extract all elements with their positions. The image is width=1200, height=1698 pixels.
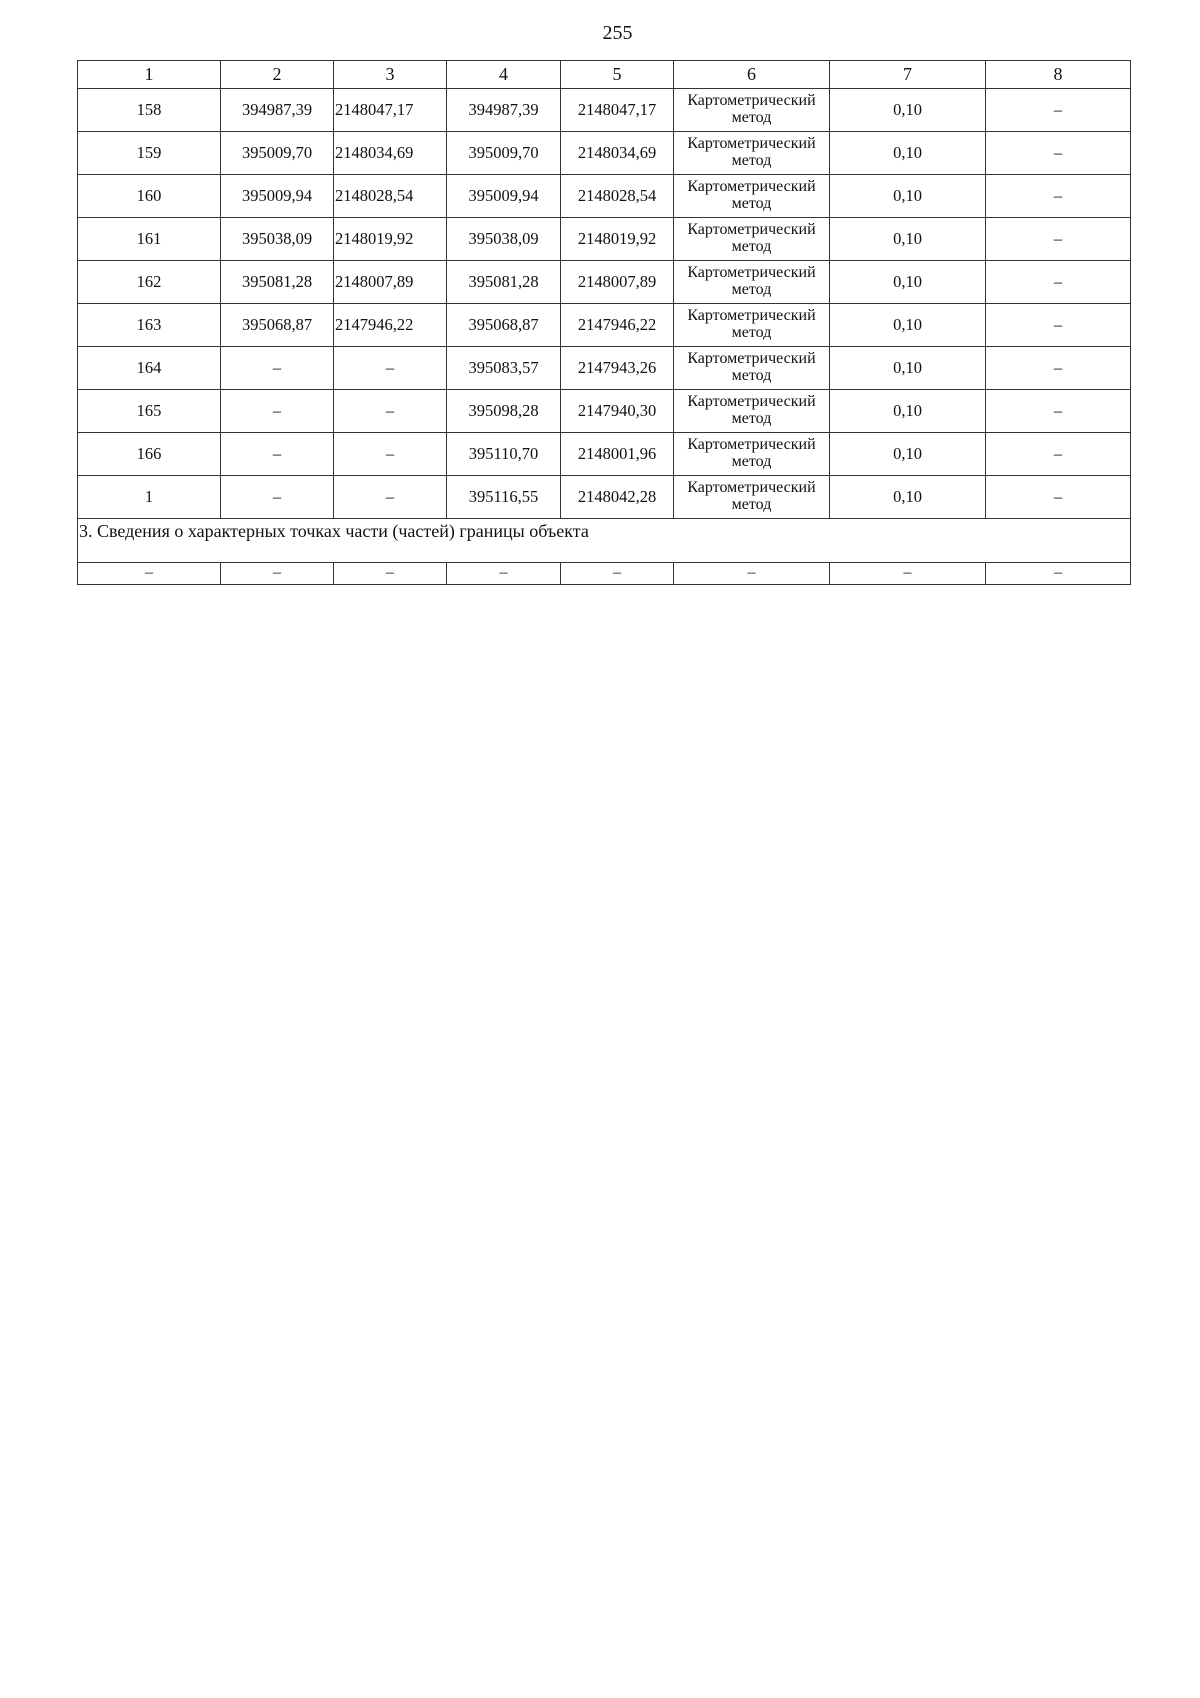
description-cell: – [986,175,1131,218]
table-row [78,347,1131,390]
description-cell: – [986,218,1131,261]
empty-cell: – [830,563,986,585]
description-cell: – [986,304,1131,347]
method-cell: Картометрический метод [674,261,830,304]
table-row [78,218,1131,261]
table-row [78,132,1131,175]
point-number-cell: 163 [78,304,221,347]
empty-cell: – [561,563,674,585]
new-y-cell: 2148028,54 [561,175,674,218]
accuracy-cell: 0,10 [830,261,986,304]
page-number: 255 [602,22,633,44]
existing-x-cell: – [221,390,334,433]
new-x-cell: 395081,28 [447,261,561,304]
new-y-cell: 2148019,92 [561,218,674,261]
empty-cell: – [334,563,447,585]
existing-x-cell: – [221,433,334,476]
description-cell: – [986,476,1131,519]
existing-x-cell: 395038,09 [221,218,334,261]
empty-cell: – [78,563,221,585]
new-y-cell: 2147946,22 [561,304,674,347]
accuracy-cell: 0,10 [830,347,986,390]
new-y-cell: 2148042,28 [561,476,674,519]
new-y-cell: 2148034,69 [561,132,674,175]
section-title: 3. Сведения о характерных точках части (частей) границы объекта [78,519,1131,563]
point-number-cell: 166 [78,433,221,476]
existing-x-cell: 395009,70 [221,132,334,175]
table-row [78,476,1131,519]
new-x-cell: 395009,94 [447,175,561,218]
header-cell: 4 [447,61,561,89]
method-cell: Картометрический метод [674,175,830,218]
method-cell: Картометрический метод [674,390,830,433]
method-cell: Картометрический метод [674,218,830,261]
method-cell: Картометрический метод [674,347,830,390]
accuracy-cell: 0,10 [830,390,986,433]
existing-x-cell: – [221,347,334,390]
accuracy-cell: 0,10 [830,433,986,476]
existing-x-cell: 395068,87 [221,304,334,347]
table-row [78,261,1131,304]
description-cell: – [986,390,1131,433]
empty-cell: – [986,563,1131,585]
description-cell: – [986,433,1131,476]
accuracy-cell: 0,10 [830,218,986,261]
empty-cell: – [674,563,830,585]
accuracy-cell: 0,10 [830,132,986,175]
existing-y-cell: – [334,433,447,476]
new-x-cell: 395038,09 [447,218,561,261]
header-cell: 8 [986,61,1131,89]
point-number-cell: 158 [78,89,221,132]
accuracy-cell: 0,10 [830,175,986,218]
existing-y-cell: 2148034,69 [334,132,447,175]
empty-data-row [78,563,1131,585]
new-y-cell: 2148007,89 [561,261,674,304]
point-number-cell: 162 [78,261,221,304]
description-cell: – [986,89,1131,132]
existing-y-cell: 2148007,89 [334,261,447,304]
new-x-cell: 395098,28 [447,390,561,433]
header-cell: 5 [561,61,674,89]
table-row [78,433,1131,476]
description-cell: – [986,347,1131,390]
method-cell: Картометрический метод [674,476,830,519]
new-x-cell: 395009,70 [447,132,561,175]
table-row [78,390,1131,433]
existing-y-cell: 2148028,54 [334,175,447,218]
new-x-cell: 395110,70 [447,433,561,476]
header-cell: 7 [830,61,986,89]
existing-x-cell: – [221,476,334,519]
new-y-cell: 2148047,17 [561,89,674,132]
existing-y-cell: 2147946,22 [334,304,447,347]
new-x-cell: 394987,39 [447,89,561,132]
header-cell: 6 [674,61,830,89]
method-cell: Картометрический метод [674,433,830,476]
point-number-cell: 1 [78,476,221,519]
accuracy-cell: 0,10 [830,304,986,347]
header-cell: 3 [334,61,447,89]
existing-x-cell: 394987,39 [221,89,334,132]
column-number-header-row [78,61,1131,89]
coordinates-table [77,60,1131,585]
new-y-cell: 2148001,96 [561,433,674,476]
table-row [78,89,1131,132]
empty-cell: – [221,563,334,585]
existing-y-cell: – [334,476,447,519]
new-x-cell: 395083,57 [447,347,561,390]
description-cell: – [986,132,1131,175]
table-row [78,304,1131,347]
accuracy-cell: 0,10 [830,476,986,519]
method-cell: Картометрический метод [674,89,830,132]
existing-x-cell: 395081,28 [221,261,334,304]
accuracy-cell: 0,10 [830,89,986,132]
existing-y-cell: 2148047,17 [334,89,447,132]
table-row [78,175,1131,218]
empty-cell: – [447,563,561,585]
point-number-cell: 160 [78,175,221,218]
method-cell: Картометрический метод [674,304,830,347]
section-heading-row [78,519,1131,563]
point-number-cell: 165 [78,390,221,433]
existing-y-cell: – [334,390,447,433]
point-number-cell: 159 [78,132,221,175]
new-y-cell: 2147940,30 [561,390,674,433]
new-x-cell: 395068,87 [447,304,561,347]
point-number-cell: 164 [78,347,221,390]
description-cell: – [986,261,1131,304]
existing-x-cell: 395009,94 [221,175,334,218]
new-y-cell: 2147943,26 [561,347,674,390]
new-x-cell: 395116,55 [447,476,561,519]
method-cell: Картометрический метод [674,132,830,175]
existing-y-cell: – [334,347,447,390]
header-cell: 1 [78,61,221,89]
existing-y-cell: 2148019,92 [334,218,447,261]
header-cell: 2 [221,61,334,89]
point-number-cell: 161 [78,218,221,261]
